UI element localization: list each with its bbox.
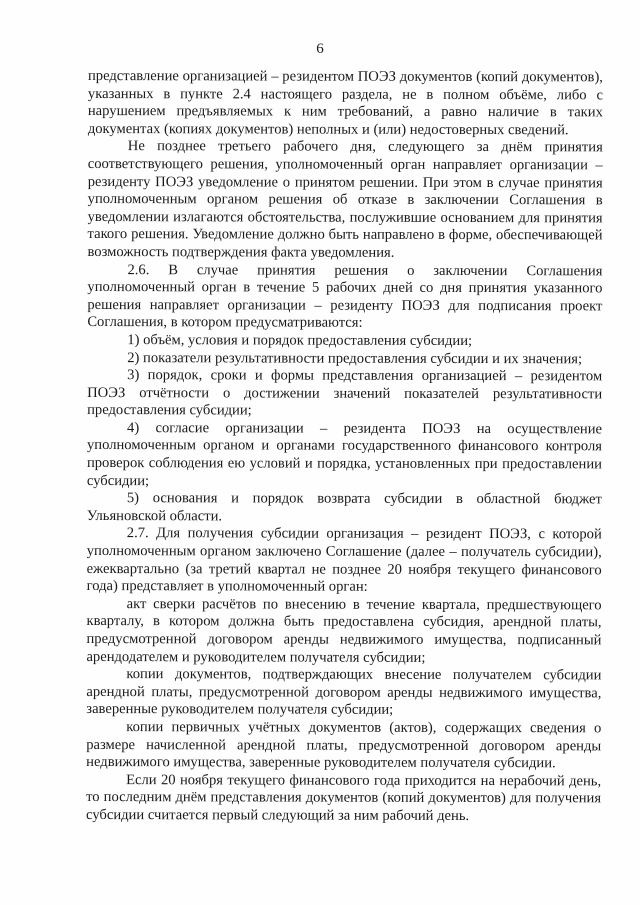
list-item-4: 4) согласие организации – резидента ПОЭЗ на осуществление уполномоченным органом и органами государственного финансового контроля проверок соблюдения ею условий и порядка, установленных при предоставлении субсидии; [86, 419, 603, 489]
list-item-5: 5) основания и порядок возврата субсидии в областной бюджет Ульяновской области. [86, 490, 602, 525]
document-item-primary-records: копии первичных учётных документов (актов), содержащих сведения о размере начисленной арендной платы, предусмотренной договором аренды недвижимого имущества, заверенные руководителем получателя субсидии. [86, 719, 602, 772]
paragraph-notification: Не позднее третьего рабочего дня, следующего за днём принятия соответствующего решения, уполномоченный орган направляет организации – резиденту ПОЭЗ уведомление о принятом решении. При этом в случае принятия уполномоченным органом решения об отказе в заключении Соглашения в уведомлении излагаются обстоятельства, послужившие основанием для принятия такого решения. Уведомление должно быть направлено в форме, обеспечивающей возможность подтверждения факта уведомления. [87, 138, 603, 261]
paragraph-continuation: представление организацией – резидентом ПОЭЗ документов (копий документов), указанных в пункте 2.4 настоящего раздела, не в полном объёме, либо с нарушением предъявляемых к ним требований, а равно наличие в таких документах (копиях документов) неполных и (или) недостоверных сведений. [87, 68, 603, 139]
document-body [86, 68, 603, 826]
list-item-2: 2) показатели результативности предоставления субсидии и их значения; [127, 349, 583, 367]
document-item-reconciliation-act: акт сверки расчётов по внесению в течение квартала, предшествующего кварталу, в котором должна быть предоставлена субсидия, арендной платы, предусмотренной договором аренды недвижимого имущества, подписанный арендодателем и руководителем получателя субсидии; [86, 595, 602, 666]
list-item-3: 3) порядок, сроки и формы представления организацией – резидентом ПОЭЗ отчётности о достижении значений показателей результативности предоставления субсидии; [87, 367, 603, 419]
paragraph-2-6: 2.6. В случае принятия решения о заключении Соглашения уполномоченный орган в течение 5 рабочих дней со дня принятия указанного решения направляет организации – резиденту ПОЭЗ для подписания проект Соглашения, в котором предусматриваются: [87, 261, 603, 332]
list-item-1: 1) объём, условия и порядок предоставления субсидии; [127, 332, 473, 349]
document-item-payment-copies: копии документов, подтверждающих внесение получателем субсидии арендной платы, предусмотренной договором аренды недвижимого имущества, заверенные руководителем получателя субсидии; [86, 666, 602, 719]
paragraph-deadline-rule: Если 20 ноября текущего финансового года приходится на нерабочий день, то последним днём представления документов (копий документов) для получения субсидии считается первый следующий за ним рабочий день. [86, 771, 602, 824]
paragraph-2-7: 2.7. Для получения субсидии организация – резидент ПОЭЗ, с которой уполномоченным органом заключено Соглашение (далее – получатель субсидии), ежеквартально (за третий квартал не позднее 20 ноября текущего финансового года) представляет в уполномоченный орган: [86, 525, 602, 595]
page-number: 6 [316, 41, 324, 57]
